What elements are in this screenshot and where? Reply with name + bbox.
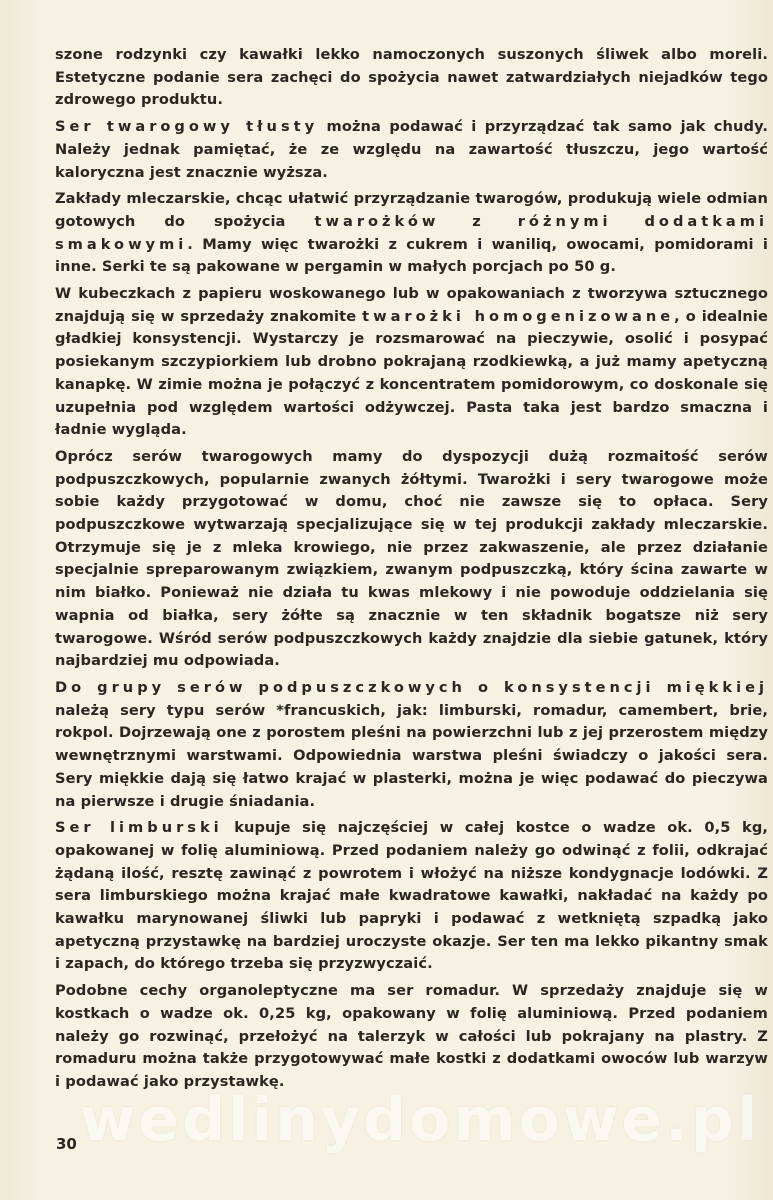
paragraph-text: szone rodzynki czy kawałki lekko namoczonych suszonych śliwek albo moreli. Estetyczne podanie sera zachęci do spożycia nawet zatwardziałych niejadków tego zdrowego produktu. [55, 46, 768, 109]
paragraph-text: Podobne cechy organoleptyczne ma ser romadur. W sprzedaży znajduje się w kostkach o wadze ok. 0,25 kg, opakowany w folię aluminiową. Przed podaniem należy go rozwinąć, przełożyć na talerzyk w całości lub pokrajany na plastry. Z romaduru można także przygotowywać małe kostki z dodatkami owoców lub warzyw i podawać jako przystawkę. [55, 982, 768, 1090]
paragraph [55, 446, 768, 673]
paragraph [55, 116, 768, 184]
paragraph-text: Oprócz serów twarogowych mamy do dyspozycji dużą rozmaitość serów podpuszczkowych, popularnie zwanych żółtymi. Twarożki i sery twarogowe może sobie każdy przygotować w domu, choć nie zawsze się to opłaca. Sery podpuszczkowe wytwarzają specjalizujące się w tej produkcji zakłady mleczarskie. Otrzymuje się je z mleka krowiego, nie przez zakwaszenie, ale przez działanie specjalnie spreparowanym związkiem, zwanym podpuszczką, który ścina zawarte w nim białko. Ponieważ nie działa tu kwas mlekowy i nie powoduje oddzielania się wapnia od białka, sery żółte są znacznie w ten składnik bogatsze niż sery twarogowe. Wśród serów podpuszczkowych każdy znajdzie dla siebie gatunek, który najbardziej mu odpowiada. [55, 447, 768, 670]
paragraph-text: kupuje się najczęściej w całej kostce o wadze ok. 0,5 kg, opakowanej w folię aluminiową. Przed podaniem należy go odwinąć z folii, odkrajać żądaną ilość, resztę zawinąć z powrotem i włożyć na niższe kondygnacje lodówki. Z sera limburskiego można krajać małe kwadratowe kawałki, nakładać na każdy po kawałku marynowanej śliwki lub papryki i podawać z wetkniętą szpadką jako apetyczną przystawkę na bardziej uroczyste okazje. Ser ten ma lekko pikantny smak i zapach, do którego trzeba się przyzwyczaić. [55, 819, 769, 973]
paragraph-text: można podawać i przyrządzać tak samo jak chudy. Należy jednak pamiętać, że ze względu na zawartość tłuszczu, jego wartość kaloryczna jest znacznie wyższa. [55, 118, 768, 181]
paragraph [55, 44, 768, 112]
paragraph-text: . Mamy więc twarożki z cukrem i waniliq, owocami, pomidorami i inne. Serki te są pakowane w pergamin w małych porcjach po 50 g. [55, 235, 768, 276]
page-number: 30 [56, 1135, 77, 1153]
paragraph-text: W kubeczkach z papieru woskowanego lub w opakowaniach z tworzywa sztucznego znajdują się w sprzedaży znakomite [55, 285, 768, 325]
paragraph [55, 817, 768, 976]
spaced-term: Ser twarogowy tłusty [55, 118, 319, 136]
spaced-term: twarożki homogenizowane [362, 307, 675, 325]
paragraph [55, 188, 768, 279]
paragraph [55, 980, 768, 1094]
paragraph [55, 283, 768, 442]
paragraph-text: , o idealnie gładkiej konsystencji. Wystarczy je rozsmarować na pieczywie, osolić i posypać posiekanym szczypiorkiem lub drobno pokrajaną rzodkiewką, a już mamy apetyczną kanapkę. W zimie można je połączyć z koncentratem pomidorowym, co doskonale się uzupełnia pod względem wartości odżywczej. Pasta taka jest bardzo smaczna i ładnie wygląda. [55, 307, 768, 439]
spaced-term: twarożków z różnymi dodatkami smakowymi [55, 212, 768, 253]
body-text [55, 44, 768, 1098]
spaced-term: Do grupy serów podpuszczkowych o konsystencji miękkiej [55, 678, 768, 696]
spaced-term: Ser limburski [55, 819, 223, 837]
watermark: wedlinydomowe.pl [80, 1085, 761, 1155]
paragraph-text: Zakłady mleczarskie, chcąc ułatwić przyrządzanie twarogów, produkują wiele odmian gotowych do spożycia [55, 190, 768, 230]
paragraph [55, 677, 768, 813]
paragraph-text: należą sery typu serów *francuskich, jak: limburski, romadur, camembert, brie, rokpol. Dojrzewają one z porostem pleśni na powierzchni lub z jej przerostem między wewnętrznymi warstwami. Odpowiednia warstwa pleśni świadczy o jakości sera. Sery miękkie dają się łatwo krajać w plasterki, można je więc podawać do pieczywa na pierwsze i drugie śniadania. [55, 701, 768, 810]
